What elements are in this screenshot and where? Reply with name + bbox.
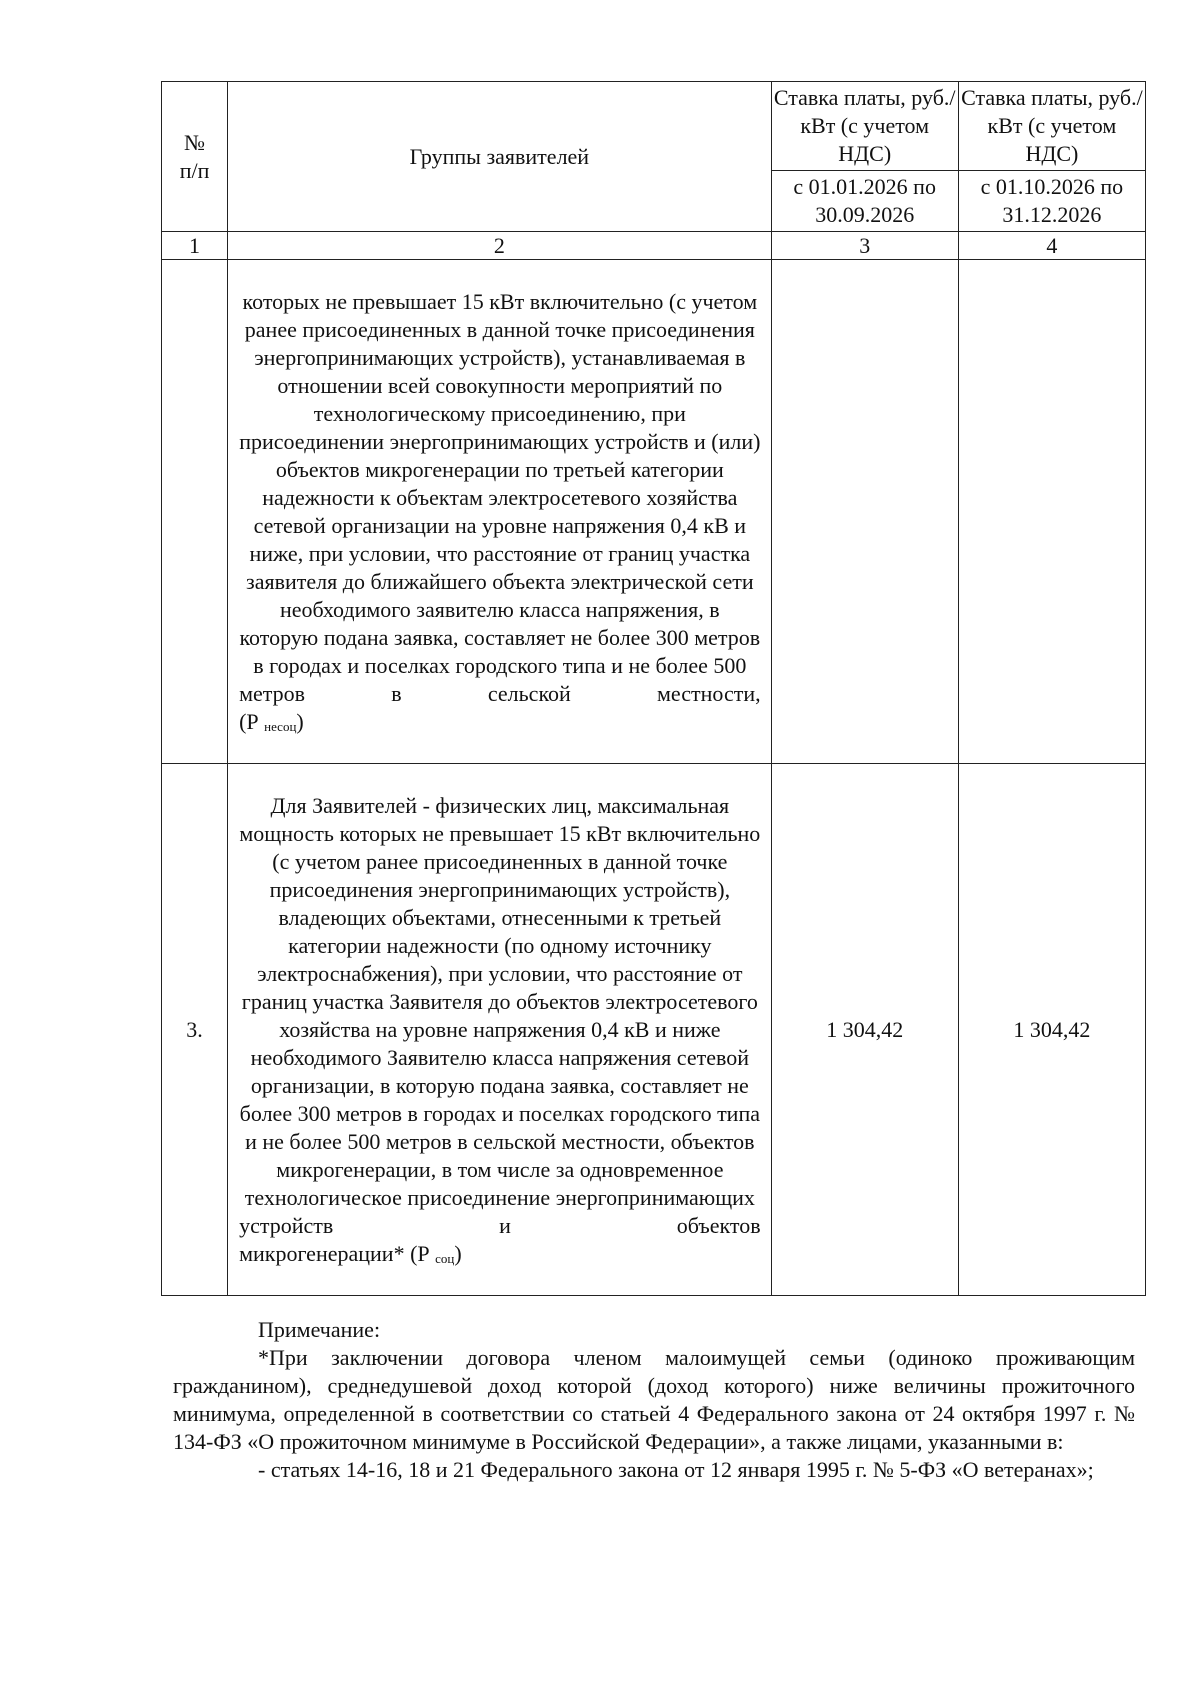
row-rate-a: 1 304,42 [771,764,958,1296]
row-symbol [239,1240,761,1268]
index-cell: 3 [771,232,958,260]
row-num [162,260,228,764]
row-description: которых не превышает 15 кВт включительно (с учетом ранее присоединенных в данной точке присоединения энергопринимающих устройств), устанавливаемая в отношении всей совокупности мероприятий по технологическому присоединению, при присоединении энергопринимающих устройств и (или) объектов микрогенерации по третьей категории надежности к объектам электросетевого хозяйства сетевой организации на уровне напряжения 0,4 кВ и ниже, при условии, что расстояние от границ участка заявителя до ближайшего объекта электрической сети необходимого заявителю класса напряжения, в которую подана заявка, составляет не более 300 метров в городах и поселках городского типа и не более 500 метров в сельской местности, [239,288,761,706]
row-symbol-sub: соц [435,1250,455,1266]
header-num: № п/п [179,129,210,183]
row-group-text [228,764,772,1296]
notes-section [173,1316,1135,1484]
row-num: 3. [162,764,228,1296]
notes-paragraph: - статьях 14-16, 18 и 21 Федерального закона от 12 января 1995 г. № 5-ФЗ «О ветеранах»; [258,1457,1094,1482]
tariff-table [161,81,1146,1296]
row-description: Для Заявителей - физических лиц, максимальная мощность которых не превышает 15 кВт включительно (с учетом ранее присоединенных в данной точке присоединения энергопринимающих устройств), владеющих объектами, отнесенными к третьей категории надежности (по одному источнику электроснабжения), при условии, что расстояние от границ участка Заявителя до объектов электросетевого хозяйства на уровне напряжения 0,4 кВ и ниже необходимого Заявителю класса напряжения сетевой организации, в которую подана заявка, составляет не более 300 метров в городах и поселках городского типа и не более 500 метров в сельской местности, объектов микрогенерации, в том числе за одновременное технологическое присоединение энергопринимающих устройств и объектов [239,792,761,1238]
table-row [162,764,1146,1296]
header-rate-a-period: с 01.01.2026 по 30.09.2026 [793,174,936,227]
table-row [162,260,1146,764]
header-rate-a-period-cell [771,171,958,232]
header-rate-a-title: Ставка платы, руб./кВт (с учетом НДС) [773,85,956,166]
notes-paragraph: *При заключении договора членом малоимущей семьи (одиноко проживающим гражданином), среднедушевой доход которой (доход которого) ниже величины прожиточного минимума, определенной в соответствии со статьей 4 Федерального закона от 24 октября 1997 г. № 134-ФЗ «О прожиточном минимуме в Российской Федерации», а также лицами, указанными в: [173,1345,1135,1454]
row-symbol-main: (Р [239,708,259,734]
header-rate-a-title-cell [771,82,958,171]
row-rate-b: 1 304,42 [958,764,1145,1296]
header-num-cell [162,82,228,232]
row-rate-a [771,260,958,764]
header-group-cell [228,82,772,232]
row-symbol [239,708,761,736]
row-symbol-close: ) [296,708,304,734]
header-rate-b-title: Ставка платы, руб./кВт (с учетом НДС) [961,85,1143,166]
header-rate-b-period-cell [958,171,1145,232]
notes-title: Примечание: [258,1317,381,1342]
table-header-row [162,82,1146,171]
header-rate-b-title-cell [958,82,1145,171]
row-symbol-sub: несоц [264,718,297,734]
row-symbol-main: микрогенерации* (Р [239,1240,430,1266]
index-cell: 4 [958,232,1145,260]
header-rate-b-period: с 01.10.2026 по 31.12.2026 [980,174,1124,227]
row-rate-b [958,260,1145,764]
row-symbol-close: ) [454,1240,462,1266]
table-index-row [162,232,1146,260]
header-group: Группы заявителей [409,143,590,169]
index-cell: 1 [162,232,228,260]
index-cell: 2 [228,232,772,260]
row-group-text [228,260,772,764]
